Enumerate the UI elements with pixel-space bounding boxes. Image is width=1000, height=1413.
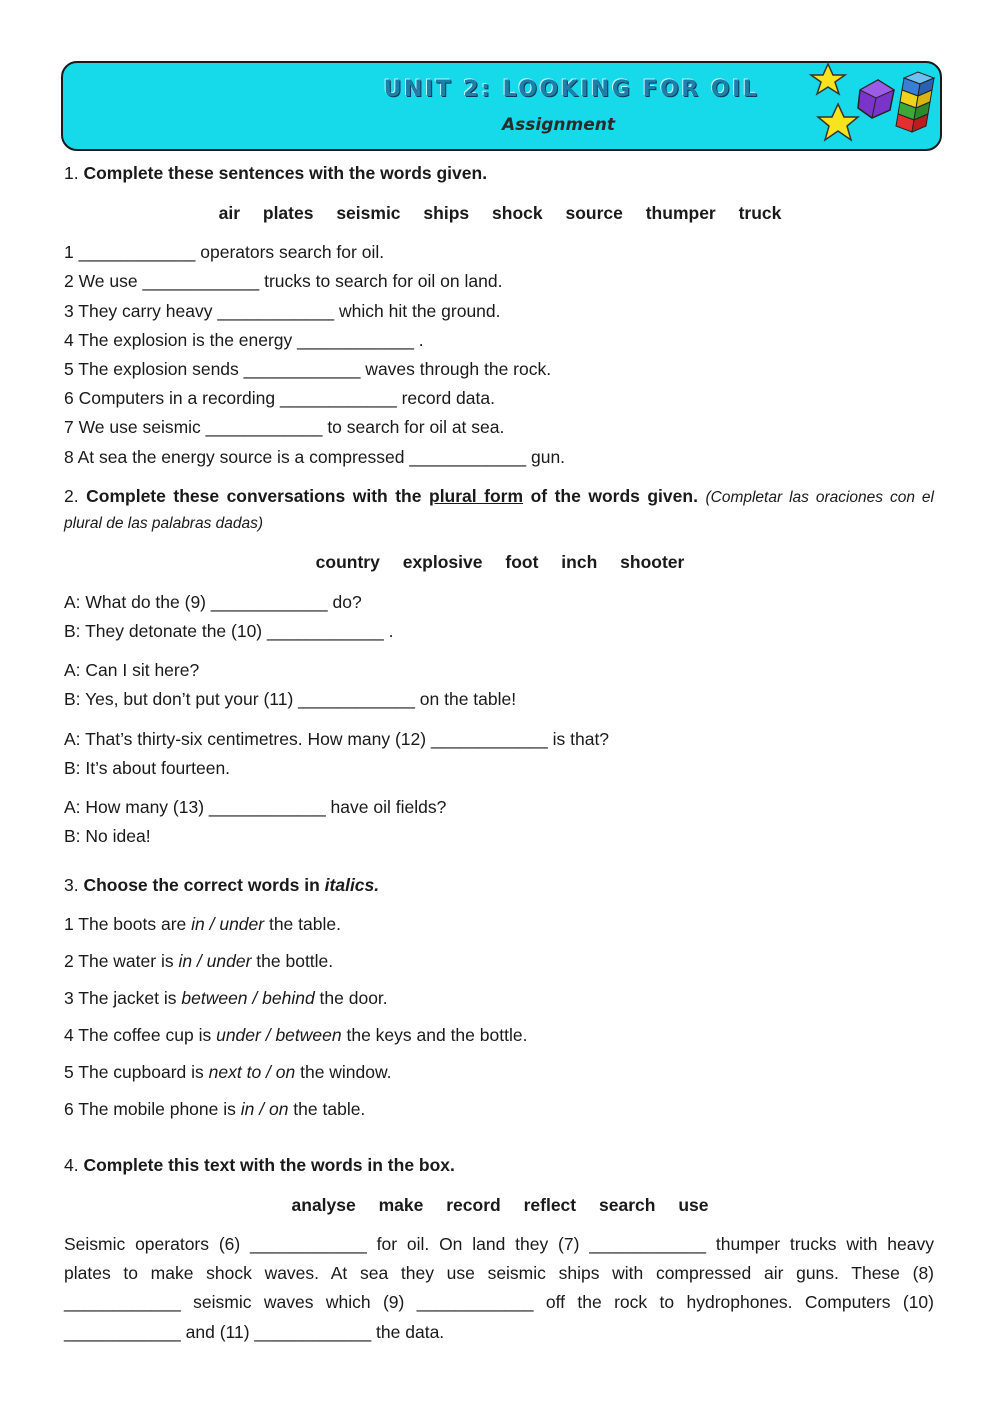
item-text: the keys and the bottle. [341, 1025, 528, 1045]
star-icon [818, 104, 858, 140]
word: shooter [620, 552, 685, 572]
ex2-line: B: No idea! [64, 826, 151, 846]
ex3-item [64, 1062, 392, 1083]
ex2-note-a: (Completar las oraciones con el [705, 489, 934, 506]
word: record [446, 1195, 501, 1215]
item-text: 4 The coffee cup is [64, 1025, 217, 1045]
ex1-item: 2 We use ____________ trucks to search for oil on land. [64, 271, 503, 291]
ex2-line: A: What do the (9) ____________ do? [64, 592, 362, 612]
ex3-item [64, 951, 333, 972]
ex2-number: 2. [64, 486, 79, 506]
item-text: the table. [264, 914, 341, 934]
item-text: the bottle. [251, 951, 334, 971]
ex3-instruction: Choose the correct words in [83, 875, 320, 895]
ex1-item: 8 At sea the energy source is a compressed ____________ gun. [64, 447, 566, 467]
ex2-line: B: They detonate the (10) ____________ . [64, 621, 394, 641]
ex3-item [64, 1025, 527, 1046]
decoration-graphic [808, 60, 948, 150]
item-options: between / behind [181, 988, 315, 1008]
ex3-item [64, 914, 341, 935]
ex1-word-bank [0, 203, 1000, 224]
ex1-item: 3 They carry heavy ____________ which hit the ground. [64, 301, 501, 321]
ex2-note-b: plural de las palabras dadas) [64, 515, 264, 532]
item-text: 5 The cupboard is [64, 1062, 209, 1082]
ex1-item: 1 ____________ operators search for oil. [64, 242, 385, 262]
ex1-number: 1. [64, 163, 79, 183]
ex1-item: 5 The explosion sends ____________ waves through the rock. [64, 359, 552, 379]
item-text: the table. [288, 1099, 366, 1119]
word: search [599, 1195, 656, 1215]
ex4-word-bank [0, 1195, 1000, 1216]
item-options: in / under [178, 951, 252, 971]
ex4-text-line: ____________ seismic waves which (9) ____________ off the rock to hydrophones. Computers (10) [64, 1292, 934, 1312]
item-options: next to / on [208, 1062, 296, 1082]
ex4-number: 4. [64, 1155, 79, 1175]
ex4-heading [64, 1155, 455, 1176]
word: make [378, 1195, 424, 1215]
ex3-item [64, 988, 388, 1009]
word: thumper [645, 203, 716, 223]
ex2-instruction-b: of the words given. [530, 486, 698, 506]
ex3-item [64, 1099, 365, 1120]
item-text: the window. [295, 1062, 392, 1082]
stacked-blocks-icon [896, 72, 934, 132]
ex2-line: A: How many (13) ____________ have oil fields? [64, 797, 447, 817]
ex1-instruction: Complete these sentences with the words given. [83, 163, 488, 183]
item-text: 3 The jacket is [64, 988, 182, 1008]
cube-icon [858, 80, 894, 118]
ex1-item: 4 The explosion is the energy ____________ . [64, 330, 424, 350]
item-options: in / under [191, 914, 265, 934]
star-icon [811, 64, 845, 94]
word: ships [423, 203, 470, 223]
item-options: under / between [216, 1025, 342, 1045]
ex3-number: 3. [64, 875, 79, 895]
ex1-heading [64, 163, 487, 184]
ex2-word-bank [0, 552, 1000, 573]
ex1-item: 6 Computers in a recording ____________ record data. [64, 388, 495, 408]
ex2-instruction-a: Complete these conversations with the [86, 486, 422, 506]
assignment-subtitle: Assignment [502, 115, 615, 135]
ex4-instruction: Complete this text with the words in the box. [83, 1155, 455, 1175]
ex4-text-line: plates to make shock waves. At sea they use seismic ships with compressed air guns. These (8) [64, 1263, 934, 1283]
item-text: the door. [314, 988, 388, 1008]
ex1-item: 7 We use seismic ____________ to search for oil at sea. [64, 417, 505, 437]
ex2-line: B: Yes, but don’t put your (11) ____________ on the table! [64, 689, 517, 709]
word: inch [561, 552, 598, 572]
item-text: 2 The water is [64, 951, 179, 971]
ex2-instruction-underlined: plural form [429, 486, 524, 506]
word: analyse [291, 1195, 356, 1215]
word: air [218, 203, 240, 223]
ex2-line: A: That’s thirty-six centimetres. How many (12) ____________ is that? [64, 729, 610, 749]
ex4-text-line: ____________ and (11) ____________ the data. [64, 1322, 445, 1342]
item-text: 6 The mobile phone is [64, 1099, 241, 1119]
item-text: 1 The boots are [64, 914, 192, 934]
word: foot [505, 552, 539, 572]
word: seismic [336, 203, 401, 223]
word: country [315, 552, 380, 572]
ex3-heading [64, 875, 379, 896]
ex2-heading [64, 486, 934, 507]
word: plates [262, 203, 314, 223]
item-options: in / on [240, 1099, 289, 1119]
word: use [678, 1195, 709, 1215]
unit-title: UNIT 2: LOOKING FOR OIL [383, 77, 760, 102]
ex3-instruction-italic: italics. [324, 875, 380, 895]
word: shock [492, 203, 543, 223]
ex2-line: B: It’s about fourteen. [64, 758, 231, 778]
word: truck [738, 203, 782, 223]
ex4-text-line: Seismic operators (6) ____________ for oil. On land they (7) ____________ thumper trucks with heavy [64, 1234, 934, 1254]
word: reflect [523, 1195, 577, 1215]
word: explosive [402, 552, 483, 572]
ex2-line: A: Can I sit here? [64, 660, 200, 680]
word: source [565, 203, 623, 223]
